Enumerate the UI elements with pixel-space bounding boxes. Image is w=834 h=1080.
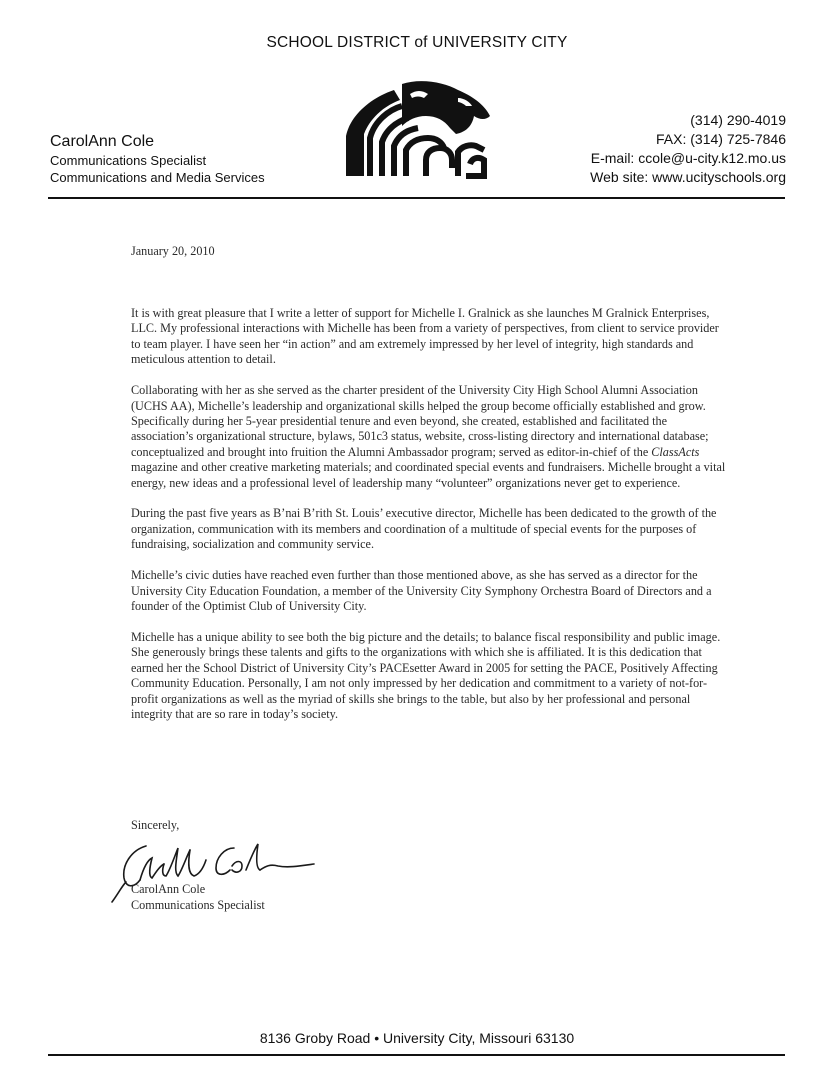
sender-block [50, 132, 265, 186]
letter-body [131, 306, 731, 738]
email-address: E-mail: ccole@u-city.k12.mo.us [590, 150, 786, 166]
closing-salutation: Sincerely, [131, 818, 180, 832]
fax-number: FAX: (314) 725-7846 [656, 131, 786, 147]
paragraph-1: It is with great pleasure that I write a letter of support for Michelle I. Gralnick as she launches M Gralnick Enterprises, LLC. My professional interactions with Michelle has been from a variety of perspectives, from client to service provider to team player. I have seen her “in action” and am extremely impressed by her level of integrity, high standards and meticulous attention to detail. [131, 306, 719, 367]
district-name: SCHOOL DISTRICT of UNIVERSITY CITY [266, 34, 568, 51]
letter-date: January 20, 2010 [131, 244, 215, 258]
contact-block [590, 111, 786, 187]
header-divider [48, 197, 785, 199]
signature-block [131, 881, 265, 913]
paragraph-5: Michelle has a unique ability to see both the big picture and the details; to balance fiscal responsibility and public image. She generously brings these talents and gifts to the organizations with which she is affiliated. It is this dedication that earned her the School District of University City’s PACEsetter Award in 2005 for setting the PACE, Positively Affecting Community Education. Personally, I am not only impressed by her dedication and commitment to a variety of not-for-profit organizations as well as the myriad of skills she brings to the table, but also by her professional and personal integrity that are so rare in today’s society. [131, 629, 721, 721]
phone-number: (314) 290-4019 [690, 112, 786, 128]
signer-title: Communications Specialist [131, 898, 265, 912]
sender-name: CarolAnn Cole [50, 133, 155, 150]
paragraph-2: Collaborating with her as she served as the charter president of the University City High School Alumni Association (UCHS AA), Michelle’s leadership and organizational skills helped the group become officially established and grow. Specifically during her 5-year presidential tenure and even beyond, she created, established and facilitated the association’s organizational structure, bylaws, 501c3 status, website, cross-listing directory and international database; conceptualized and brought into fruition the Alumni Ambassador program; served as editor-in-chief of the ClassActs magazine and other creative marketing materials; and coordinated special events and fundraisers. Michelle brought a vital energy, new ideas and a professional level of leadership many “volunteer” organizations never get to experience. [131, 383, 726, 490]
sender-department: Communications and Media Services [50, 170, 265, 185]
lion-logo-icon [340, 76, 492, 186]
sender-title: Communications Specialist [50, 153, 207, 168]
paragraph-4: Michelle’s civic duties have reached even further than those mentioned above, as she has served as a director for the University City Education Foundation, a member of the University City Symphony Orchestra Board of Directors and a founder of the Optimist Club of University City. [131, 568, 712, 613]
footer-divider [48, 1054, 785, 1056]
website-address: Web site: www.ucityschools.org [590, 169, 786, 185]
paragraph-3: During the past five years as B’nai B’rith St. Louis’ executive director, Michelle has been dedicated to the growth of the organization, communication with its members and coordination of a multitude of special events for the purposes of fundraising, socialization and community service. [131, 506, 717, 552]
signer-name: CarolAnn Cole [131, 882, 206, 896]
footer-address: 8136 Groby Road • University City, Missouri 63130 [259, 1030, 575, 1046]
